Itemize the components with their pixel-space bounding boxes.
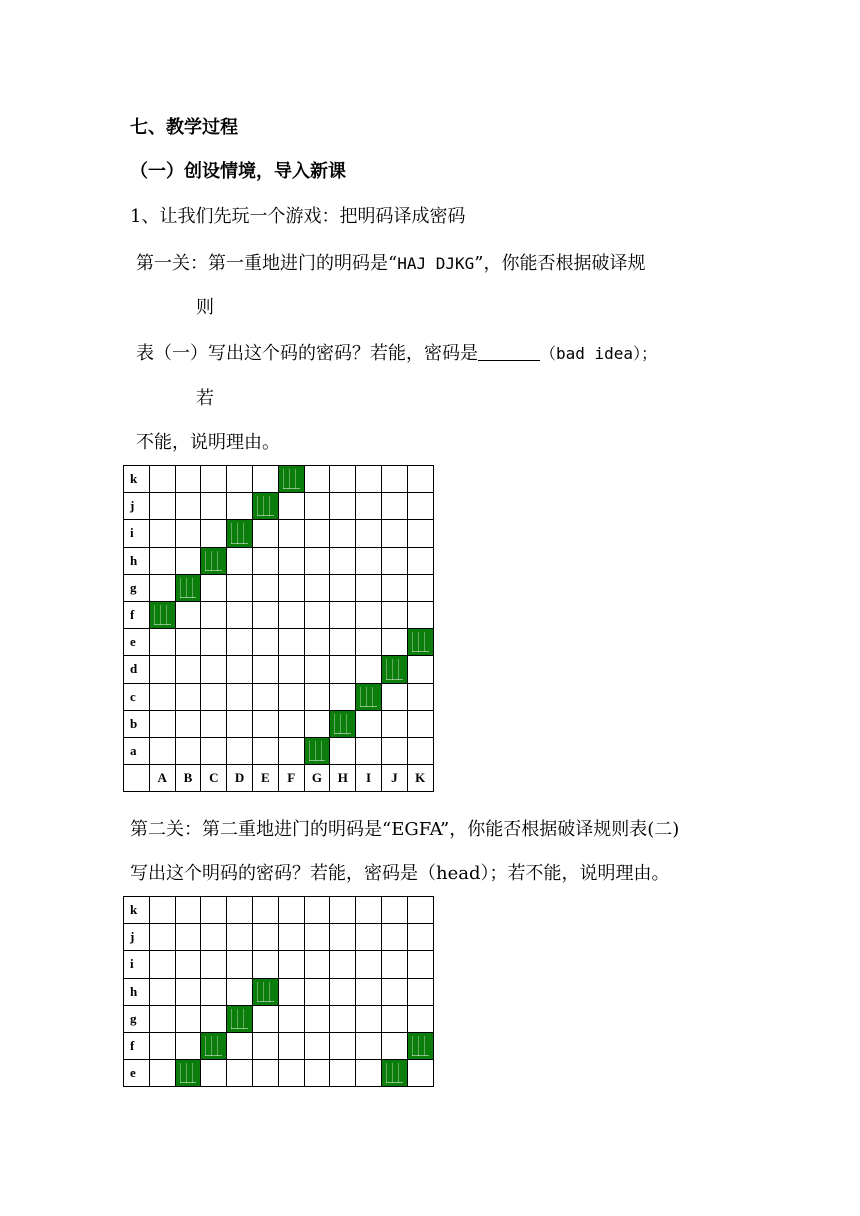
table1-cell <box>227 547 253 574</box>
table2-cell <box>356 924 382 951</box>
table1-row-b <box>124 710 434 737</box>
table1-cell <box>201 656 227 683</box>
table2-cell <box>304 1060 330 1087</box>
table1-cell <box>175 601 201 628</box>
table2-cell <box>381 1005 407 1032</box>
table2-cell <box>304 897 330 924</box>
table2-cell <box>149 951 175 978</box>
table1-cell <box>330 493 356 520</box>
table1-filled-cell <box>227 520 253 547</box>
table2-cell <box>381 951 407 978</box>
level1-line4: 若 <box>196 388 214 409</box>
table1-cell <box>304 493 330 520</box>
table1-cell <box>407 710 433 737</box>
table1-cell <box>330 520 356 547</box>
table2-cell <box>330 1060 356 1087</box>
table1-cell <box>227 737 253 764</box>
table1-cell <box>356 493 382 520</box>
table1-cell <box>227 493 253 520</box>
table1-cell <box>356 466 382 493</box>
table1-cell <box>175 710 201 737</box>
table1-cell <box>304 520 330 547</box>
table1-cell <box>227 574 253 601</box>
table2-cell <box>304 978 330 1005</box>
table1-cell <box>278 547 304 574</box>
table2-cell <box>356 897 382 924</box>
table1-cell <box>407 656 433 683</box>
table2-cell <box>407 978 433 1005</box>
table1-cell <box>381 629 407 656</box>
table1-cell <box>227 656 253 683</box>
table1-cell <box>149 466 175 493</box>
level2-line2: 写出这个明码的密码？若能，密码是（head）；若不能，说明理由。 <box>130 863 670 884</box>
table1-cell <box>304 547 330 574</box>
table2-row-label: f <box>124 1032 150 1059</box>
table1-column-header-row <box>124 765 434 792</box>
intro-text: 1、让我们先玩一个游戏：把明码译成密码 <box>130 206 466 227</box>
table2-filled-cell <box>407 1032 433 1059</box>
table1-cell <box>407 466 433 493</box>
table2-cell <box>252 897 278 924</box>
table1-cell <box>201 737 227 764</box>
table1-filled-cell <box>330 710 356 737</box>
table2-cell <box>278 924 304 951</box>
table1-cell <box>278 574 304 601</box>
table1-cell <box>252 574 278 601</box>
table1-filled-cell <box>407 629 433 656</box>
table1-row-h <box>124 547 434 574</box>
table1-cell <box>407 737 433 764</box>
table1-column-label: K <box>407 765 433 792</box>
table2-row-label: i <box>124 951 150 978</box>
table1-cell <box>201 493 227 520</box>
table1-cell <box>252 520 278 547</box>
table2-cell <box>149 924 175 951</box>
table2-cell <box>175 1032 201 1059</box>
table1-cell <box>175 547 201 574</box>
table1-filled-cell <box>149 601 175 628</box>
table2-cell <box>175 924 201 951</box>
table2-cell <box>149 897 175 924</box>
table1-cell <box>149 629 175 656</box>
table1-cell <box>304 629 330 656</box>
table1-cell <box>252 710 278 737</box>
table1-cell <box>330 683 356 710</box>
table2-cell <box>330 1032 356 1059</box>
table1-column-label: C <box>201 765 227 792</box>
table1-cell <box>175 520 201 547</box>
level1-line3 <box>136 342 657 366</box>
table1-cell <box>201 710 227 737</box>
table1-cell <box>149 683 175 710</box>
table2-cell <box>227 1060 253 1087</box>
table2-cell <box>304 1032 330 1059</box>
table1-cell <box>252 656 278 683</box>
table2-row-e <box>124 1060 434 1087</box>
table2-cell <box>227 897 253 924</box>
table2-cell <box>149 978 175 1005</box>
table1-row-a <box>124 737 434 764</box>
table1-cell <box>304 601 330 628</box>
table2-cell <box>149 1060 175 1087</box>
cipher-table-one <box>123 465 434 792</box>
table1-cell <box>304 656 330 683</box>
table1-cell <box>149 493 175 520</box>
table1-cell <box>278 629 304 656</box>
table1-filled-cell <box>278 466 304 493</box>
table2-cell <box>356 1060 382 1087</box>
table1-cell <box>201 466 227 493</box>
table1-column-label: J <box>381 765 407 792</box>
table1-cell <box>407 683 433 710</box>
table1-column-label: A <box>149 765 175 792</box>
table1-cell <box>407 547 433 574</box>
table1-cell <box>381 520 407 547</box>
table1-cell <box>407 520 433 547</box>
table1-cell <box>175 493 201 520</box>
table1-cell <box>149 656 175 683</box>
table1-row-label: h <box>124 547 150 574</box>
table2-cell <box>278 897 304 924</box>
table1-cell <box>227 683 253 710</box>
table2-row-label: e <box>124 1060 150 1087</box>
table1-row-f <box>124 601 434 628</box>
table1-row-e <box>124 629 434 656</box>
level1-code: HAJ DJKG <box>397 254 475 273</box>
table2-cell <box>252 951 278 978</box>
table1-filled-cell <box>356 683 382 710</box>
table1-row-label: e <box>124 629 150 656</box>
table2-filled-cell <box>252 978 278 1005</box>
table1-row-label: c <box>124 683 150 710</box>
table2-cell <box>252 1032 278 1059</box>
table2-cell <box>227 951 253 978</box>
table1-row-g <box>124 574 434 601</box>
table1-cell <box>330 737 356 764</box>
table2-row-label: k <box>124 897 150 924</box>
cipher-table-two <box>123 896 434 1087</box>
table1-cell <box>381 683 407 710</box>
table1-cell <box>175 656 201 683</box>
table1-cell <box>149 520 175 547</box>
table1-cell <box>227 466 253 493</box>
table1-cell <box>304 710 330 737</box>
table1-cell <box>149 574 175 601</box>
answer-blank <box>478 342 540 361</box>
table2-cell <box>278 1060 304 1087</box>
level1-line5: 不能，说明理由。 <box>136 432 280 453</box>
table1-cell <box>304 466 330 493</box>
table2-cell <box>407 924 433 951</box>
table1-column-label: H <box>330 765 356 792</box>
table1-cell <box>356 656 382 683</box>
level1-question: 表（一）写出这个码的密码？若能，密码是 <box>136 343 478 364</box>
table2-cell <box>330 897 356 924</box>
table2-cell <box>201 1005 227 1032</box>
table2-cell <box>175 951 201 978</box>
table1-cell <box>278 493 304 520</box>
table1-cell <box>356 710 382 737</box>
table1-cell <box>381 737 407 764</box>
table2-cell <box>381 924 407 951</box>
table1-cell <box>149 547 175 574</box>
table2-cell <box>407 951 433 978</box>
table1-cell <box>278 601 304 628</box>
table2-cell <box>330 1005 356 1032</box>
table1-cell <box>175 466 201 493</box>
table1-cell <box>381 710 407 737</box>
table2-cell <box>304 924 330 951</box>
level1-suffix: ”，你能否根据破译规 <box>474 253 646 274</box>
level1-prefix: 第一关：第一重地进门的明码是“ <box>136 253 398 274</box>
table1-cell <box>278 710 304 737</box>
table1-cell <box>304 683 330 710</box>
table1-cell <box>407 493 433 520</box>
table2-cell <box>201 1060 227 1087</box>
table1-cell <box>149 737 175 764</box>
table1-cell <box>381 466 407 493</box>
table2-cell <box>356 1032 382 1059</box>
table2-cell <box>381 1032 407 1059</box>
table2-cell <box>227 978 253 1005</box>
table2-cell <box>356 978 382 1005</box>
table1-cell <box>227 710 253 737</box>
level2-line1: 第二关：第二重地进门的明码是“EGFA”，你能否根据破译规则表(二) <box>130 819 680 840</box>
table1-column-label: I <box>356 765 382 792</box>
table1-cell <box>330 601 356 628</box>
table2-cell <box>149 1005 175 1032</box>
table1-cell <box>252 737 278 764</box>
table2-cell <box>356 951 382 978</box>
table1-cell <box>356 547 382 574</box>
table2-filled-cell <box>175 1060 201 1087</box>
table2-cell <box>252 1005 278 1032</box>
table2-cell <box>278 1005 304 1032</box>
table1-row-c <box>124 683 434 710</box>
table2-cell <box>330 978 356 1005</box>
level1-answer: （bad idea）； <box>540 344 658 363</box>
table1-cell <box>278 683 304 710</box>
table2-cell <box>201 897 227 924</box>
table1-cell <box>252 547 278 574</box>
table2-cell <box>278 1032 304 1059</box>
level1-line2: 则 <box>196 297 214 318</box>
table1-cell <box>407 601 433 628</box>
table1-corner-cell <box>124 765 150 792</box>
table1-cell <box>278 656 304 683</box>
table1-cell <box>227 601 253 628</box>
table1-filled-cell <box>252 493 278 520</box>
table2-cell <box>278 951 304 978</box>
table2-cell <box>407 1005 433 1032</box>
table2-row-i <box>124 951 434 978</box>
section-heading: 七、教学过程 <box>130 117 238 138</box>
table1-row-label: a <box>124 737 150 764</box>
table1-cell <box>227 629 253 656</box>
level1-line1 <box>136 252 645 276</box>
table1-cell <box>252 466 278 493</box>
table1-cell <box>381 601 407 628</box>
table1-cell <box>330 629 356 656</box>
table1-cell <box>407 574 433 601</box>
table1-cell <box>175 629 201 656</box>
table1-cell <box>356 520 382 547</box>
table1-cell <box>330 574 356 601</box>
table1-cell <box>356 574 382 601</box>
table2-row-k <box>124 897 434 924</box>
table1-cell <box>278 737 304 764</box>
table1-row-i <box>124 520 434 547</box>
table2-cell <box>381 897 407 924</box>
table2-cell <box>330 924 356 951</box>
table2-cell <box>304 1005 330 1032</box>
table1-row-label: i <box>124 520 150 547</box>
table2-cell <box>407 897 433 924</box>
table1-column-label: G <box>304 765 330 792</box>
table2-filled-cell <box>381 1060 407 1087</box>
table1-cell <box>381 493 407 520</box>
table1-row-d <box>124 656 434 683</box>
table2-cell <box>201 951 227 978</box>
table1-cell <box>201 629 227 656</box>
table1-row-j <box>124 493 434 520</box>
table2-row-j <box>124 924 434 951</box>
table1-cell <box>201 601 227 628</box>
table2-cell <box>175 1005 201 1032</box>
table2-row-g <box>124 1005 434 1032</box>
table2-row-label: h <box>124 978 150 1005</box>
table1-column-label: E <box>252 765 278 792</box>
table2-filled-cell <box>201 1032 227 1059</box>
table2-filled-cell <box>227 1005 253 1032</box>
sub-heading: （一）创设情境，导入新课 <box>130 161 346 182</box>
table2-cell <box>227 924 253 951</box>
table1-row-label: b <box>124 710 150 737</box>
table2-cell <box>252 924 278 951</box>
table2-cell <box>149 1032 175 1059</box>
table1-column-label: D <box>227 765 253 792</box>
table2-row-label: j <box>124 924 150 951</box>
table1-cell <box>252 601 278 628</box>
table1-cell <box>330 656 356 683</box>
table1-cell <box>381 547 407 574</box>
table1-row-label: f <box>124 601 150 628</box>
table1-filled-cell <box>175 574 201 601</box>
table2-cell <box>407 1060 433 1087</box>
table1-cell <box>381 574 407 601</box>
table1-cell <box>278 520 304 547</box>
table1-cell <box>356 601 382 628</box>
table2-cell <box>304 951 330 978</box>
table1-cell <box>330 547 356 574</box>
table2-cell <box>175 897 201 924</box>
table2-cell <box>201 978 227 1005</box>
table1-cell <box>356 629 382 656</box>
table1-cell <box>304 574 330 601</box>
table2-cell <box>201 924 227 951</box>
table1-column-label: B <box>175 765 201 792</box>
table1-cell <box>201 520 227 547</box>
table1-cell <box>149 710 175 737</box>
table1-cell <box>175 737 201 764</box>
table1-filled-cell <box>304 737 330 764</box>
table1-row-label: d <box>124 656 150 683</box>
table2-cell <box>227 1032 253 1059</box>
table1-filled-cell <box>201 547 227 574</box>
table1-cell <box>252 683 278 710</box>
table2-cell <box>278 978 304 1005</box>
table1-row-k <box>124 466 434 493</box>
table1-row-label: g <box>124 574 150 601</box>
table2-cell <box>330 951 356 978</box>
table1-row-label: j <box>124 493 150 520</box>
table1-cell <box>201 574 227 601</box>
table2-cell <box>356 1005 382 1032</box>
table1-cell <box>252 629 278 656</box>
table1-cell <box>356 737 382 764</box>
table1-cell <box>175 683 201 710</box>
table2-cell <box>381 978 407 1005</box>
table1-filled-cell <box>381 656 407 683</box>
table1-row-label: k <box>124 466 150 493</box>
table1-column-label: F <box>278 765 304 792</box>
table2-row-h <box>124 978 434 1005</box>
table1-cell <box>330 466 356 493</box>
table2-row-f <box>124 1032 434 1059</box>
table2-row-label: g <box>124 1005 150 1032</box>
table2-cell <box>252 1060 278 1087</box>
table2-cell <box>175 978 201 1005</box>
table1-cell <box>201 683 227 710</box>
